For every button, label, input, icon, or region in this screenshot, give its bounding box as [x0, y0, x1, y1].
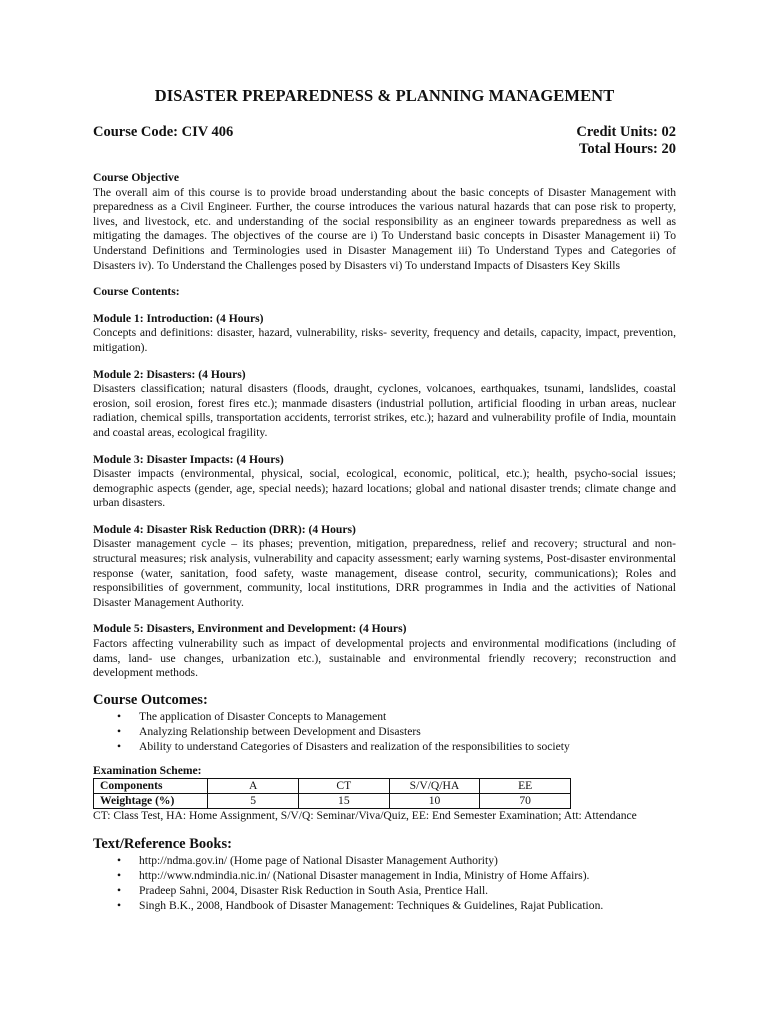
books-heading: Text/Reference Books: [93, 836, 232, 853]
document-page [93, 86, 676, 913]
bullet-icon: • [117, 884, 122, 898]
outcomes-list [93, 709, 676, 754]
module-heading: Module 5: Disasters, Environment and Development: (4 Hours) [93, 622, 407, 636]
module-4 [93, 523, 676, 611]
exam-note: CT: Class Test, HA: Home Assignment, S/V/Q: Seminar/Viva/Quiz, EE: End Semester Examination; Att: Attendance [93, 808, 637, 822]
table-cell: A [208, 778, 299, 793]
list-item [117, 868, 676, 883]
exam-table [93, 778, 571, 809]
table-row [94, 778, 571, 793]
table-cell: 70 [480, 793, 571, 808]
table-cell: 5 [208, 793, 299, 808]
table-cell: 15 [299, 793, 390, 808]
list-item [117, 883, 676, 898]
bullet-icon: • [117, 739, 122, 753]
contents-heading: Course Contents: [93, 285, 180, 299]
list-item [117, 739, 676, 754]
module-text: Disasters classification; natural disasters (floods, draught, cyclones, volcanoes, earthquakes, tsunami, landslides, coastal erosion, soil erosion, forest fires etc.); manmade disasters (industrial pollution, artificial flooding in urban areas, nuclear radiation, chemical spills, transportation accidents, terrorist strikes, etc.); hazard and vulnerability profile of India, mountain and coastal areas, ecological fragility. [93, 382, 676, 439]
list-item-text: http://www.ndmindia.nic.in/ (National Disaster management in India, Ministry of Home Affairs). [139, 869, 590, 883]
list-item [117, 724, 676, 739]
list-item-text: http://ndma.gov.in/ (Home page of National Disaster Management Authority) [139, 854, 498, 868]
books-list [93, 853, 676, 913]
module-heading: Module 1: Introduction: (4 Hours) [93, 311, 264, 325]
module-2 [93, 368, 676, 441]
module-heading: Module 3: Disaster Impacts: (4 Hours) [93, 452, 284, 466]
list-item [117, 898, 676, 913]
bullet-icon: • [117, 899, 122, 913]
table-cell: Weightage (%) [94, 793, 208, 808]
list-item-text: Analyzing Relationship between Development and Disasters [139, 724, 421, 738]
module-1 [93, 312, 676, 356]
course-meta-row [93, 124, 676, 158]
bullet-icon: • [117, 854, 122, 868]
table-cell: CT [299, 778, 390, 793]
document-title: DISASTER PREPAREDNESS & PLANNING MANAGEMENT [154, 86, 615, 105]
objective-heading: Course Objective [93, 171, 179, 184]
list-item-text: Singh B.K., 2008, Handbook of Disaster Management: Techniques & Guidelines, Rajat Publication. [139, 899, 604, 913]
course-objective-section [93, 171, 676, 273]
table-cell: 10 [389, 793, 480, 808]
table-cell: S/V/Q/HA [389, 778, 480, 793]
bullet-icon: • [117, 709, 122, 723]
table-row [94, 793, 571, 808]
table-cell: EE [480, 778, 571, 793]
total-hours: Total Hours: 20 [579, 141, 676, 157]
module-text: Disaster management cycle – its phases; prevention, mitigation, preparedness, relief and recovery; structural and non-structural measures; risk analysis, vulnerability and capacity assessment; early warning systems, Post-disaster environmental response (water, sanitation, food safety, waste management, disease control, security, communications); Roles and responsibilities of government, community, local institutions, DRR programmes in India and the activities of National Disaster Management Authority. [93, 537, 676, 609]
module-heading: Module 4: Disaster Risk Reduction (DRR): (4 Hours) [93, 522, 356, 536]
table-cell: Components [94, 778, 208, 793]
bullet-icon: • [117, 869, 122, 883]
list-item [117, 709, 676, 724]
module-text: Factors affecting vulnerability such as impact of developmental projects and environmental modifications (including of dams, land- use changes, urbanization etc.), sustainable and environmental friendly recovery; reconstruction and development methods. [93, 637, 676, 680]
exam-heading: Examination Scheme: [93, 763, 202, 777]
outcomes-heading: Course Outcomes: [93, 691, 208, 708]
list-item-text: Ability to understand Categories of Disasters and realization of the responsibilities to society [139, 739, 570, 753]
course-code: Course Code: CIV 406 [93, 124, 234, 140]
credit-units: Credit Units: 02 [576, 124, 676, 140]
list-item-text: Pradeep Sahni, 2004, Disaster Risk Reduction in South Asia, Prentice Hall. [139, 884, 489, 898]
bullet-icon: • [117, 724, 122, 738]
module-text: Concepts and definitions: disaster, hazard, vulnerability, risks- severity, frequency and details, capacity, impact, prevention, mitigation). [93, 326, 676, 354]
objective-text: The overall aim of this course is to provide broad understanding about the basic concepts of Disaster Management with preparedness as a Civil Engineer. Further, the course introduces the various natural hazards that can pose risk to property, lives, and livestock, etc. and understanding of the social responsibility as an engineer towards preparedness as well as mitigating the damages. The objectives of the course are i) To Understand basic concepts in Disaster Management ii) To Understand Definitions and Terminologies used in Disaster Management iii) To Understand Types and Categories of Disasters iv). To Understand the Challenges posed by Disasters vi) To understand Impacts of Disasters Key Skills [93, 185, 676, 272]
module-5 [93, 622, 676, 680]
course-credits [576, 124, 676, 158]
list-item-text: The application of Disaster Concepts to Management [139, 709, 387, 723]
module-3 [93, 453, 676, 511]
list-item [117, 853, 676, 868]
module-text: Disaster impacts (environmental, physical, social, ecological, economic, political, etc.); health, psycho-social issues; demographic aspects (gender, age, special needs); hazard locations; global and national disaster trends; climate change and urban disasters. [93, 467, 676, 510]
module-heading: Module 2: Disasters: (4 Hours) [93, 367, 246, 381]
